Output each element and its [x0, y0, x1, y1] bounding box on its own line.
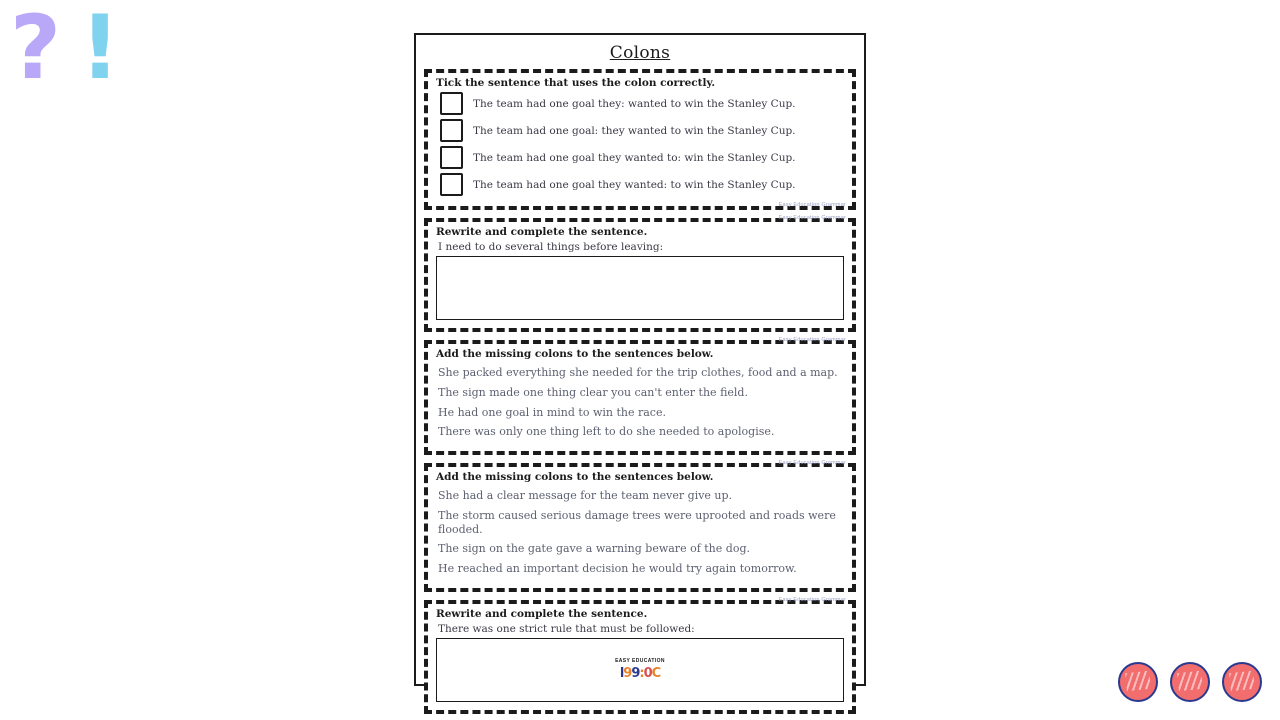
- section-tick-the-sentence: [424, 69, 856, 210]
- circle-decoration: [1222, 662, 1262, 702]
- practice-sentence: The sign on the gate gave a warning beware of the dog.: [438, 542, 750, 556]
- section-title: Rewrite and complete the sentence.: [436, 226, 648, 238]
- checkbox-icon[interactable]: [440, 173, 463, 196]
- tick-option-row[interactable]: [440, 146, 846, 169]
- worksheet-page: [414, 33, 866, 686]
- practice-sentence: There was only one thing left to do she needed to apologise.: [438, 425, 775, 439]
- tick-option-label: The team had one goal: they wanted to win the Stanley Cup.: [473, 124, 796, 137]
- watermark: Easy Education Grammar: [778, 596, 846, 603]
- circle-decoration: [1118, 662, 1158, 702]
- footer-mark-4: :: [639, 666, 644, 681]
- footer-mark-1: l: [619, 666, 624, 681]
- checkbox-icon[interactable]: [440, 119, 463, 142]
- watermark: Easy Education Grammar: [778, 215, 846, 221]
- watermark: Easy Education Grammar: [778, 202, 846, 208]
- tick-option-row[interactable]: [440, 173, 846, 196]
- section-rewrite-2: [424, 596, 856, 714]
- circle-decoration: [1170, 662, 1210, 702]
- tick-option-row[interactable]: [440, 119, 846, 142]
- footer-mark: [416, 664, 864, 682]
- footer-mark-6: C: [651, 666, 661, 681]
- practice-sentence: He had one goal in mind to win the race.: [438, 405, 666, 419]
- section-rewrite-1: [424, 215, 856, 332]
- practice-sentence: The storm caused serious damage trees were uprooted and roads were flooded.: [438, 508, 836, 536]
- section-title: Add the missing colons to the sentences below.: [436, 471, 714, 483]
- practice-sentence: The sign made one thing clear you can't enter the field.: [438, 385, 748, 399]
- checkbox-icon[interactable]: [440, 92, 463, 115]
- answer-box[interactable]: [436, 256, 844, 320]
- sentence-prompt: I need to do several things before leaving:: [438, 241, 664, 253]
- tick-option-label: The team had one goal they wanted: to win the Stanley Cup.: [473, 178, 796, 191]
- question-mark-decoration: ?: [10, 0, 62, 99]
- footer-mark-5: 0: [643, 666, 652, 681]
- page-title: Colons: [609, 43, 671, 63]
- section-title: Rewrite and complete the sentence.: [436, 607, 648, 620]
- section-add-colons-1: [424, 337, 856, 455]
- checkbox-icon[interactable]: [440, 146, 463, 169]
- sentence-prompt: There was one strict rule that must be followed:: [438, 622, 695, 635]
- footer-mark-3: 9: [631, 666, 640, 681]
- footer-brand: EASY EDUCATION: [615, 658, 665, 664]
- tick-option-row[interactable]: [440, 92, 846, 115]
- practice-sentence: He reached an important decision he would try again tomorrow.: [438, 562, 797, 575]
- practice-sentence: She had a clear message for the team never give up.: [438, 489, 733, 502]
- exclamation-mark-decoration: !: [80, 0, 121, 99]
- tick-option-label: The team had one goal they: wanted to win the Stanley Cup.: [473, 97, 796, 110]
- footer-mark-2: 9: [623, 666, 632, 681]
- decorative-circles: [1118, 662, 1262, 702]
- section-title: Tick the sentence that uses the colon correctly.: [436, 77, 716, 89]
- practice-sentence: She packed everything she needed for the trip clothes, food and a map.: [438, 366, 838, 379]
- watermark: Easy Education Grammar: [778, 460, 846, 466]
- footer-logo: [416, 658, 864, 682]
- section-title: Add the missing colons to the sentences below.: [436, 348, 714, 360]
- section-add-colons-2: [424, 460, 856, 592]
- watermark: Easy Education Grammar: [778, 337, 846, 343]
- tick-option-label: The team had one goal they wanted to: win the Stanley Cup.: [473, 151, 796, 164]
